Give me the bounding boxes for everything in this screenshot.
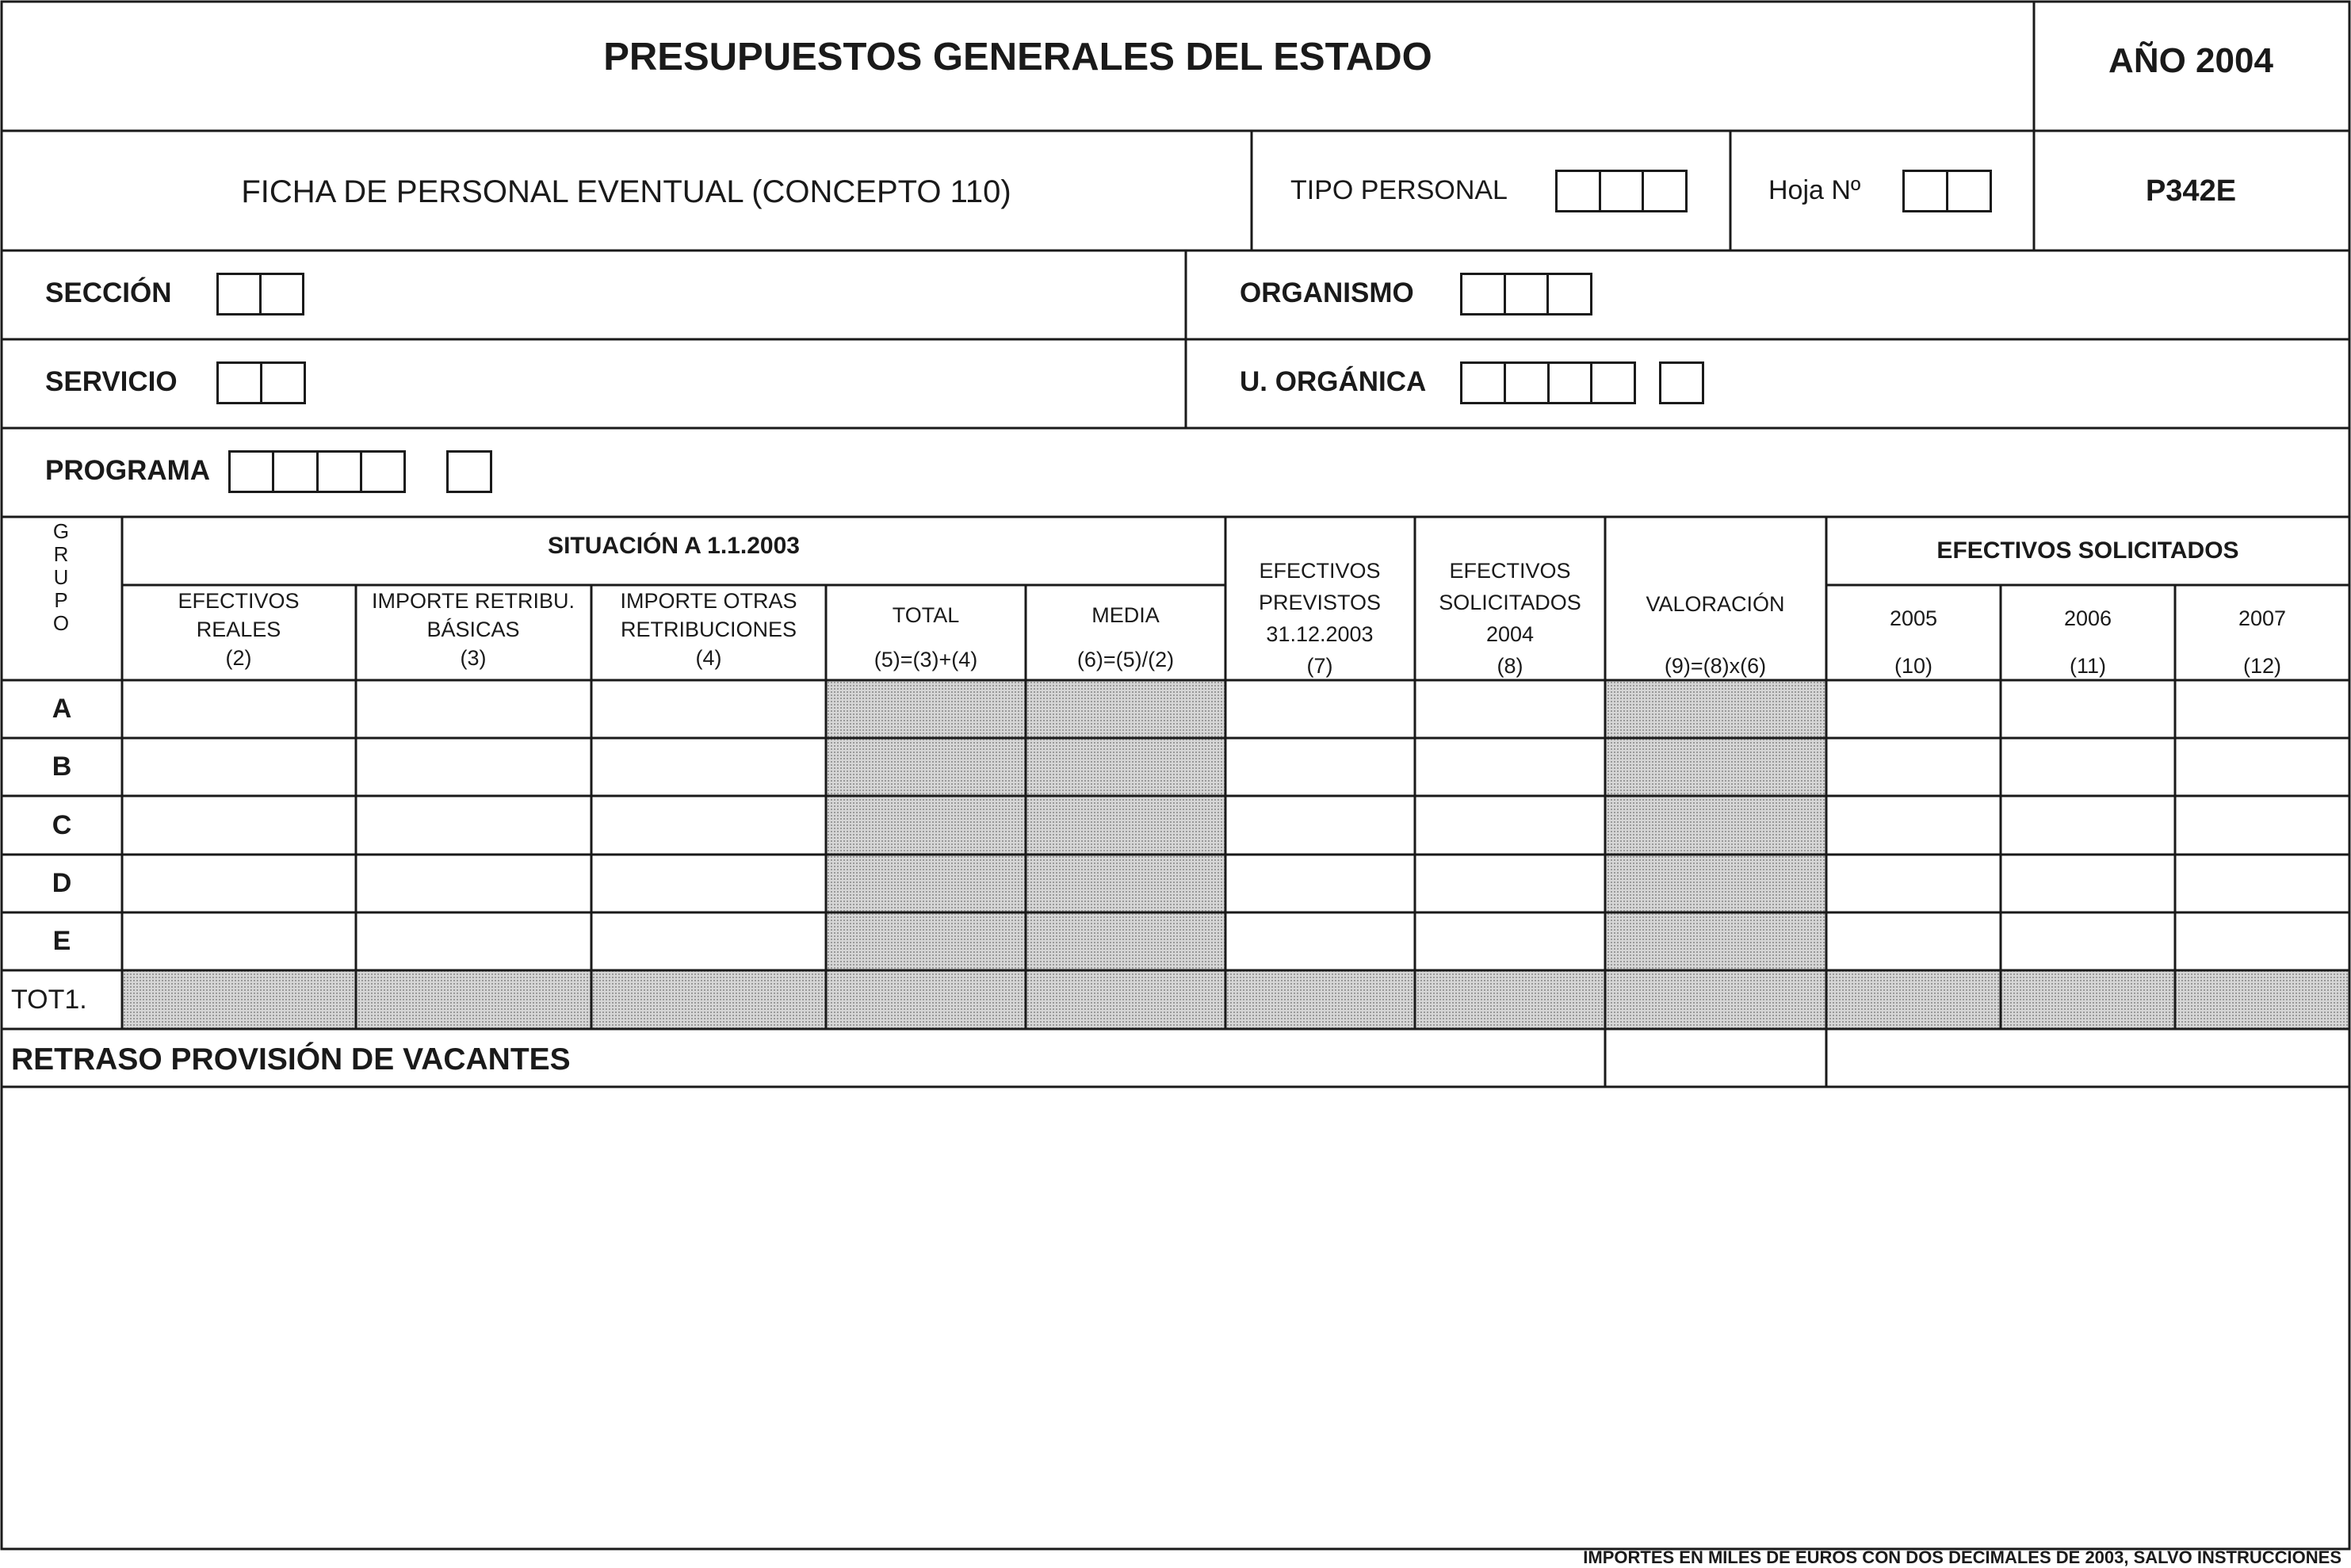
u-organica-label: U. ORGÁNICA [1240, 366, 1427, 397]
col-header-line: EFECTIVOS [178, 589, 300, 613]
page-title: PRESUPUESTOS GENERALES DEL ESTADO [603, 36, 1432, 78]
col-header-line: SOLICITADOS [1439, 591, 1581, 614]
col-media-code: (6)=(5)/(2) [1076, 648, 1175, 671]
programa-input[interactable] [228, 450, 406, 493]
form-title: FICHA DE PERSONAL EVENTUAL (CONCEPTO 110) [241, 174, 1011, 209]
col-header-line: BÁSICAS [426, 618, 520, 641]
efectivos-solicitados-header: EFECTIVOS SOLICITADOS [1936, 537, 2239, 564]
col-header-code: (2) [225, 646, 252, 670]
grupo-letter: O [52, 611, 70, 635]
col-header-line: EFECTIVOS [1449, 559, 1571, 583]
seccion-input[interactable] [216, 273, 304, 316]
col-header-code: (8) [1497, 654, 1523, 678]
col-header-code: (3) [460, 646, 487, 670]
situacion-header: SITUACIÓN A 1.1.2003 [548, 533, 800, 559]
footer-note: IMPORTES EN MILES DE EUROS CON DOS DECIMALES DE 2003, SALVO INSTRUCCIONES [1583, 1547, 2341, 1567]
form-code: P342E [2145, 174, 2237, 208]
row-label-a: A [52, 694, 72, 724]
organismo-label: ORGANISMO [1240, 277, 1414, 308]
programa-extra-input[interactable] [446, 450, 492, 493]
col-2006-header: 2006 [2063, 606, 2112, 630]
col-2005-header: 2005 [1889, 606, 1938, 630]
col-2007-code: (12) [2242, 654, 2282, 678]
col-media-header [1091, 601, 1160, 629]
hoja-number-input[interactable] [1902, 170, 1992, 212]
grupo-letter: P [54, 588, 68, 612]
row-label-total: TOT1. [11, 985, 87, 1015]
col-header-line: MEDIA [1091, 603, 1160, 627]
organismo-input[interactable] [1460, 273, 1592, 316]
col-header-line: 31.12.2003 [1266, 622, 1374, 646]
tipo-personal-label: TIPO PERSONAL [1290, 175, 1508, 205]
retraso-label: RETRASO PROVISIÓN DE VACANTES [11, 1042, 571, 1077]
col-header-code: (7) [1306, 654, 1333, 678]
col-header-code: (4) [695, 646, 722, 670]
grupo-letter: G [52, 519, 70, 543]
row-label-d: D [52, 868, 72, 898]
col-header-line: REALES [196, 618, 281, 641]
col-header-line: IMPORTE OTRAS [620, 589, 797, 613]
u-organica-extra-input[interactable] [1659, 361, 1704, 404]
servicio-label: SERVICIO [45, 366, 178, 397]
col-header-line: EFECTIVOS [1259, 559, 1381, 583]
u-organica-input[interactable] [1460, 361, 1636, 404]
col-importe-basicas-header [372, 587, 575, 672]
col-total-header [893, 601, 960, 629]
col-efectivos-previstos-header [1259, 555, 1381, 682]
col-valoracion-code: (9)=(8)x(6) [1664, 654, 1767, 678]
grupo-vertical-label [43, 520, 79, 635]
col-2006-code: (11) [2069, 654, 2107, 678]
hoja-label: Hoja Nº [1768, 175, 1861, 205]
col-header-line: TOTAL [892, 603, 960, 627]
col-2005-code: (10) [1894, 654, 1933, 678]
col-efectivos-solicitados-2004-header [1439, 555, 1581, 682]
col-2007-header: 2007 [2238, 606, 2287, 630]
row-label-c: C [52, 810, 72, 840]
col-header-line: 2004 [1485, 622, 1535, 646]
year-label: AÑO 2004 [2108, 41, 2273, 80]
grupo-letter: U [53, 565, 69, 589]
seccion-label: SECCIÓN [45, 277, 172, 308]
row-label-b: B [52, 751, 72, 782]
col-header-line: IMPORTE RETRIBU. [371, 589, 575, 613]
col-valoracion-header: VALORACIÓN [1646, 592, 1785, 616]
col-efectivos-reales-header [178, 587, 299, 672]
col-header-line: PREVISTOS [1258, 591, 1382, 614]
tipo-personal-input[interactable] [1555, 170, 1688, 212]
col-header-line: RETRIBUCIONES [620, 618, 797, 641]
col-total-code: (5)=(3)+(4) [874, 648, 978, 671]
servicio-input[interactable] [216, 361, 306, 404]
col-importe-otras-header [620, 587, 797, 672]
grupo-letter: R [53, 542, 69, 566]
row-label-e: E [52, 926, 71, 956]
programa-label: PROGRAMA [45, 455, 211, 486]
